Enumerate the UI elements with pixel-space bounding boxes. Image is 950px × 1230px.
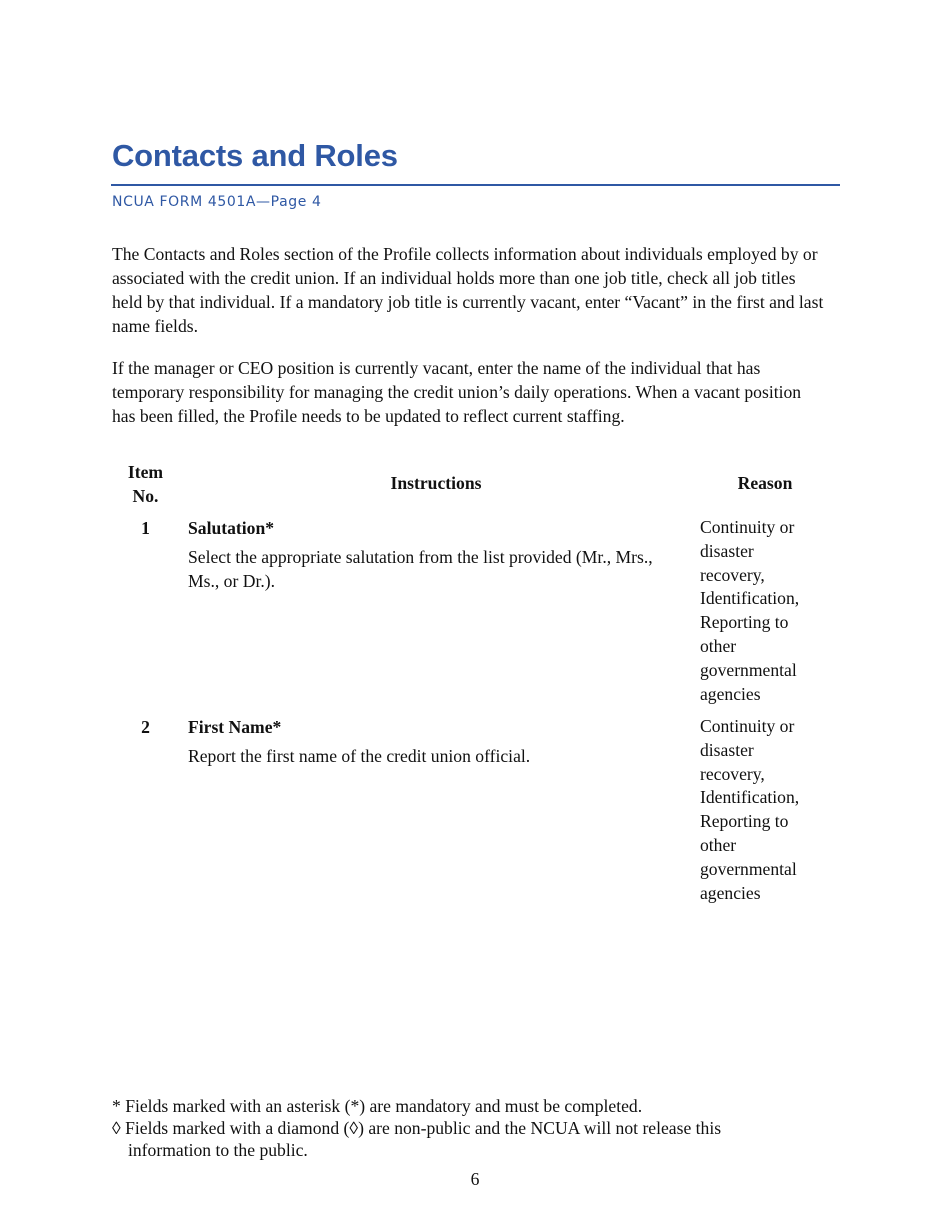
reason-line: recovery, [700,763,765,784]
intro-paragraph-2: If the manager or CEO position is currently vacant, enter the name of the individual that has temporary responsibility for managing the credit union’s daily operations. When a vacant position has been filled, the Profile needs to be updated to reflect current staffing. [112,358,802,426]
column-header-item-line1: Item [127,462,164,482]
row-2-reason [700,715,815,905]
reason-line: Identification, [700,588,800,609]
page-title: Contacts and Roles [112,138,398,173]
reason-line: Reporting to [700,612,789,633]
reason-line: Identification, [700,787,800,808]
column-header-reason: Reason [737,473,793,493]
row-2-item-number: 2 [141,717,150,737]
column-header-instructions: Instructions [390,473,482,493]
row-1-instructions: Select the appropriate salutation from the list provided (Mr., Mrs., Ms., or Dr.). [188,547,653,591]
reason-line: disaster [700,540,754,561]
reason-line: Reporting to [700,811,789,832]
row-1-reason [700,516,815,706]
reason-line: other [700,635,737,656]
reason-line: Continuity or [700,716,795,736]
reason-line: disaster [700,739,754,760]
reason-line: agencies [700,882,761,903]
reason-line: agencies [700,683,761,704]
form-subtitle: NCUA FORM 4501A—Page 4 [112,194,322,210]
footnote-asterisk: * Fields marked with an asterisk (*) are mandatory and must be completed. [112,1096,643,1116]
page-number: 6 [470,1169,480,1189]
row-2-instructions: Report the first name of the credit union official. [188,746,531,766]
reason-line: governmental [700,659,797,680]
footnote-diamond: ◊ Fields marked with a diamond (◊) are non-public and the NCUA will not release this information to the public. [112,1118,722,1160]
title-divider [111,184,840,186]
reason-line: governmental [700,858,797,879]
reason-line: Continuity or [700,517,795,537]
row-1-item-number: 1 [141,518,150,538]
column-header-item-no [118,460,173,508]
reason-line: other [700,834,737,855]
reason-line: recovery, [700,564,765,585]
row-2-field-title: First Name* [188,717,282,737]
intro-paragraph-1: The Contacts and Roles section of the Profile collects information about individuals employed by or associated with the credit union. If an individual holds more than one job title, check all job titles held by that individual. If a mandatory job title is currently vacant, enter “Vacant” in the first and last name fields. [112,244,824,336]
row-1-field-title: Salutation* [188,518,275,538]
column-header-item-line2: No. [132,486,159,506]
